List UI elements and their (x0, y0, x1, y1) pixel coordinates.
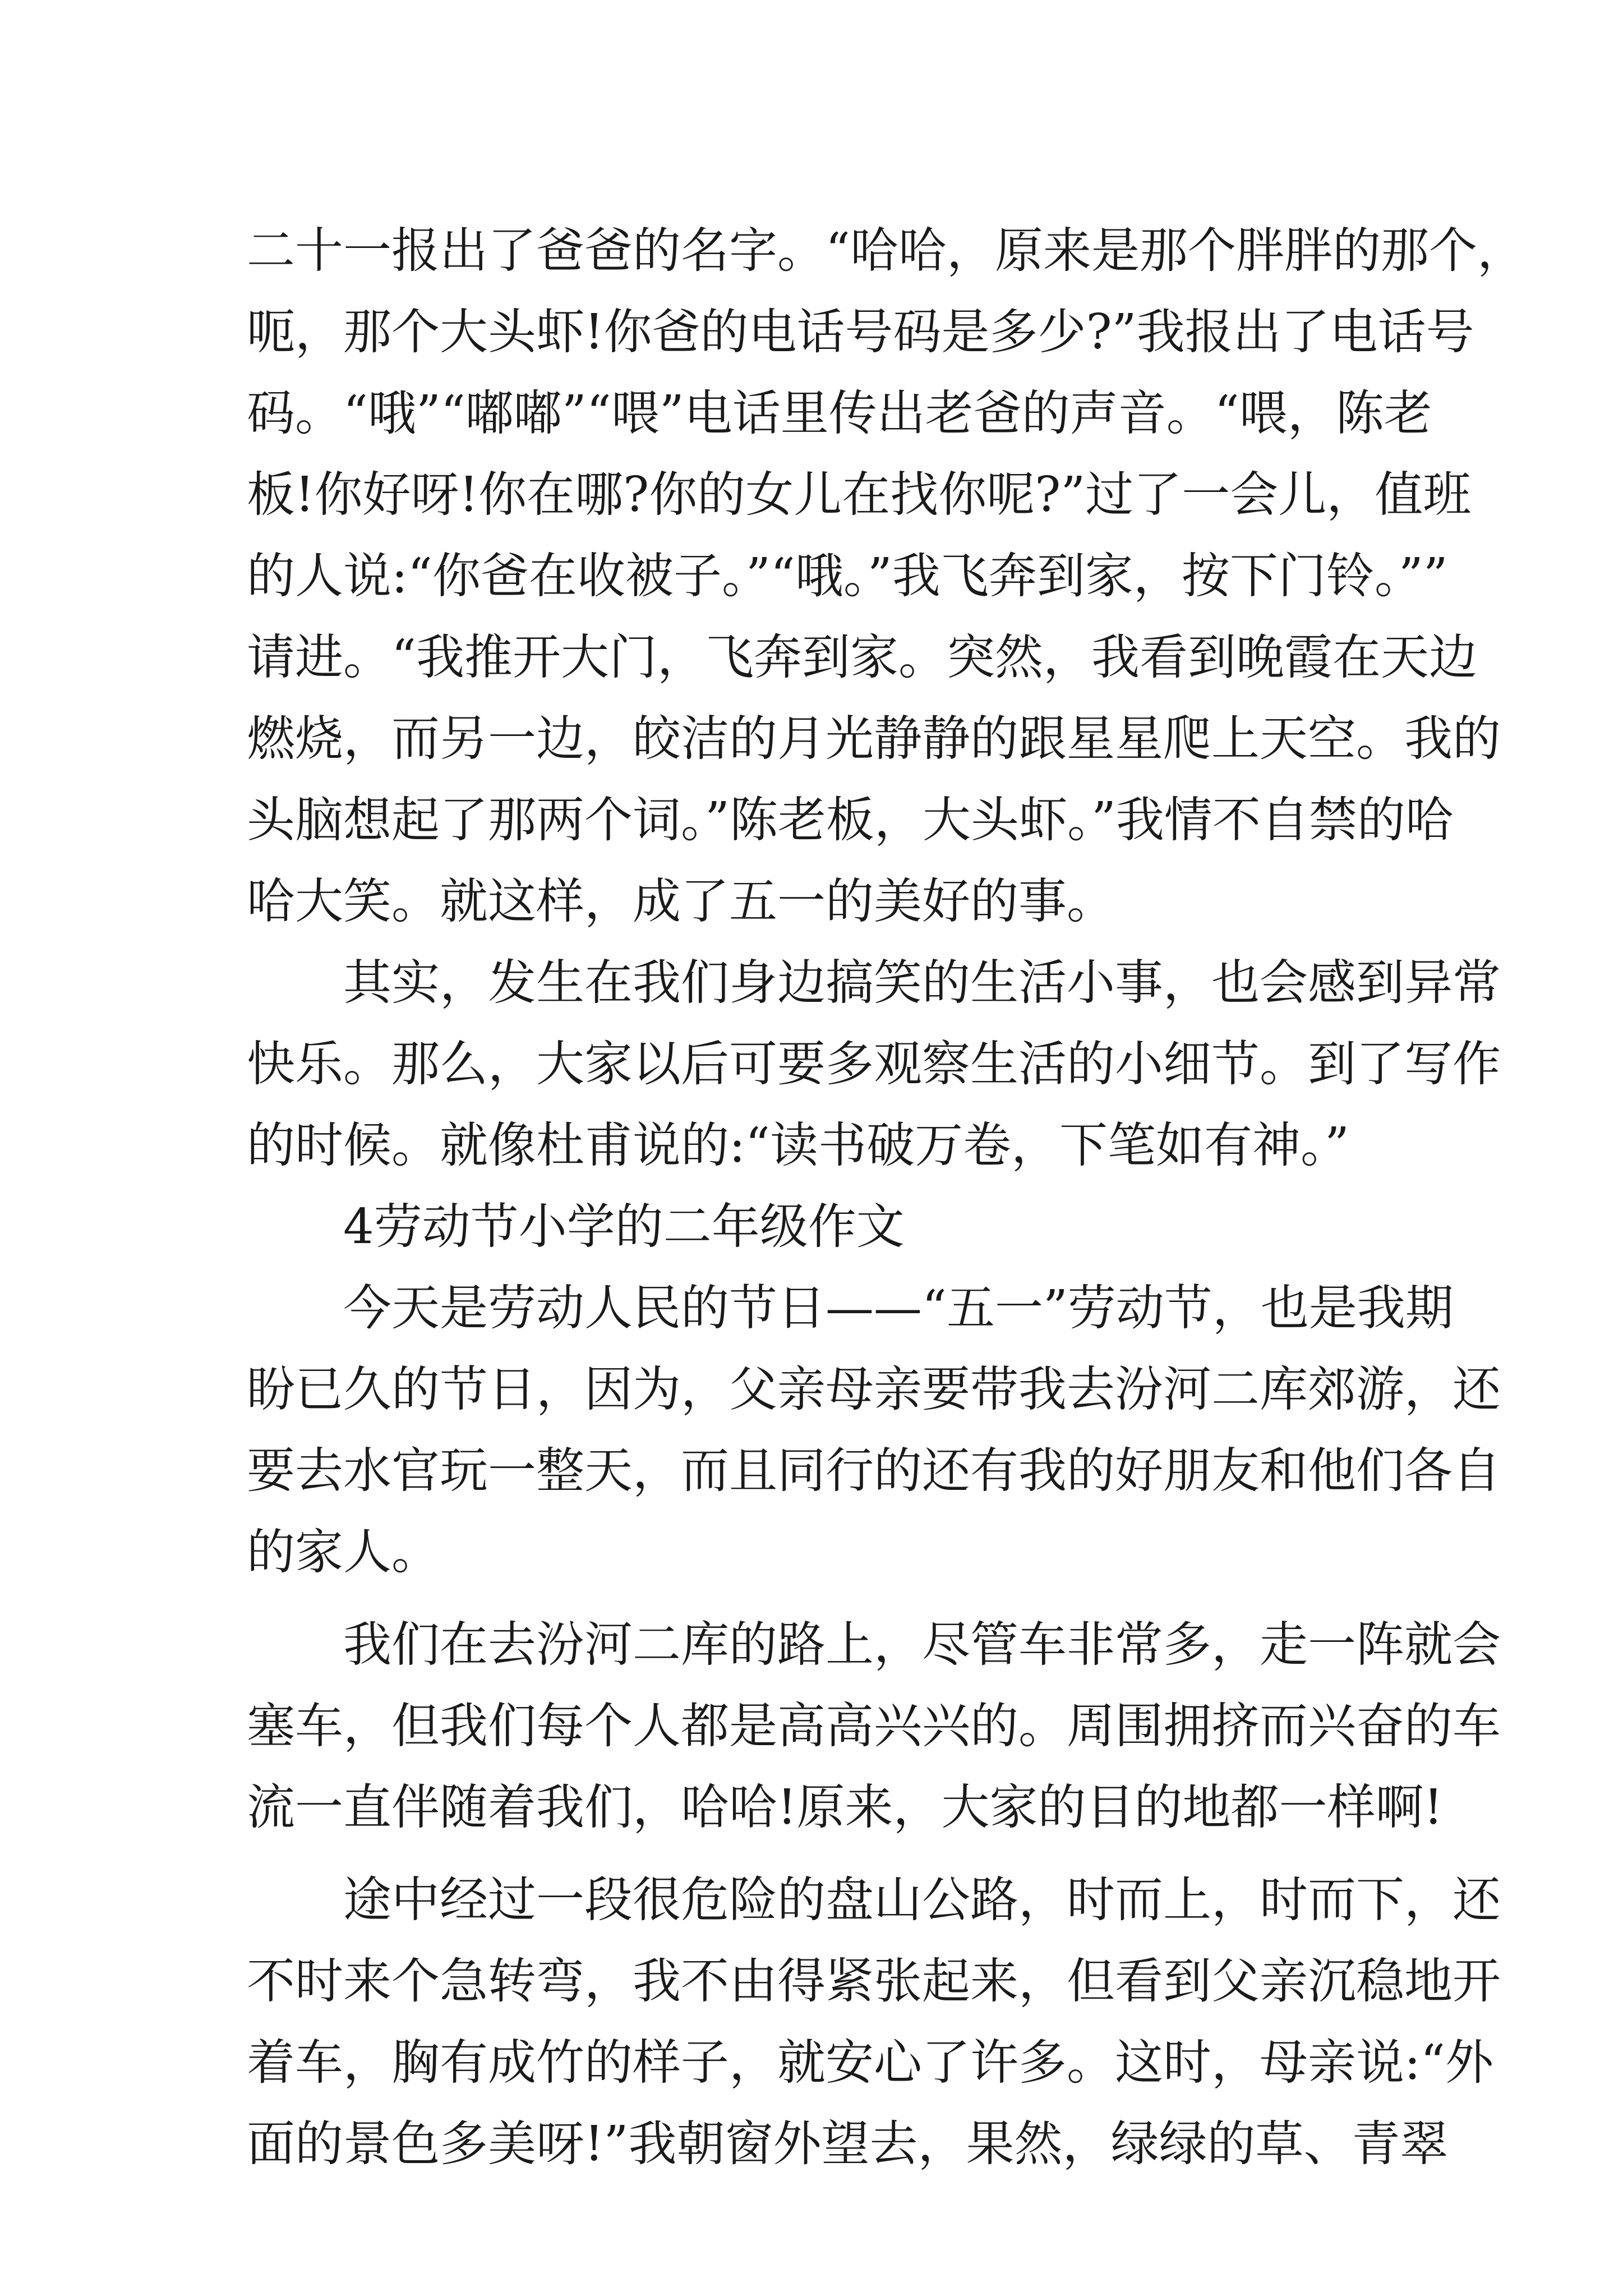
section-heading: 4劳动节小学的二年级作文 (343, 1199, 905, 1255)
text-line: 快乐。那么，大家以后可要多观察生活的小细节。到了写作 (247, 1036, 1501, 1092)
text-line: 流一直伴随着我们，哈哈!原来，大家的目的地都一样啊! (247, 1779, 1444, 1835)
text-line: 请进。“我推开大门，飞奔到家。突然，我看到晚霞在天边 (247, 629, 1477, 685)
text-line: 要去水官玩一整天，而且同行的还有我的好朋友和他们各自 (247, 1443, 1501, 1499)
text-line: 今天是劳动人民的节日——“五一”劳动节，也是我期 (343, 1280, 1454, 1336)
text-line: 着车，胸有成竹的样子，就安心了许多。这时，母亲说:“外 (247, 2035, 1493, 2091)
body-text (247, 210, 1525, 2185)
text-line: 我们在去汾河二库的路上，尽管车非常多，走一阵就会 (343, 1617, 1501, 1673)
text-line: 盼已久的节日，因为，父亲母亲要带我去汾河二库郊游，还 (247, 1361, 1501, 1418)
text-line: 头脑想起了那两个词。”陈老板，大头虾。”我情不自禁的哈 (247, 792, 1454, 848)
text-line: 的人说:“你爸在收被子。”“哦。”我飞奔到家，按下门铃。”” (247, 548, 1448, 604)
text-line: 途中经过一段很危险的盘山公路，时而上，时而下，还 (343, 1872, 1501, 1928)
text-line: 二十一报出了爸爸的名字。“哈哈，原来是那个胖胖的那个， (247, 223, 1525, 279)
text-line: 板!你好呀!你在哪?你的女儿在找你呢?”过了一会儿，值班 (247, 467, 1472, 523)
text-line: 呃，那个大头虾!你爸的电话号码是多少?”我报出了电话号 (247, 304, 1474, 360)
text-line: 哈大笑。就这样，成了五一的美好的事。 (247, 873, 1115, 930)
text-line: 面的景色多美呀!”我朝窗外望去，果然，绿绿的草、青翠 (247, 2116, 1449, 2172)
text-line: 码。“哦”“嘟嘟”“喂”电话里传出老爸的声音。“喂，陈老 (247, 385, 1432, 441)
text-line: 燃烧，而另一边，皎洁的月光静静的跟星星爬上天空。我的 (247, 711, 1501, 767)
text-line: 的家人。 (247, 1524, 440, 1580)
text-line: 不时来个急转弯，我不由得紧张起来，但看到父亲沉稳地开 (247, 1953, 1501, 2009)
text-line: 的时候。就像杜甫说的:“读书破万卷，下笔如有神。” (247, 1117, 1349, 1174)
text-line: 塞车，但我们每个人都是高高兴兴的。周围拥挤而兴奋的车 (247, 1698, 1501, 1754)
text-line: 其实，发生在我们身边搞笑的生活小事，也会感到异常 (343, 955, 1501, 1011)
